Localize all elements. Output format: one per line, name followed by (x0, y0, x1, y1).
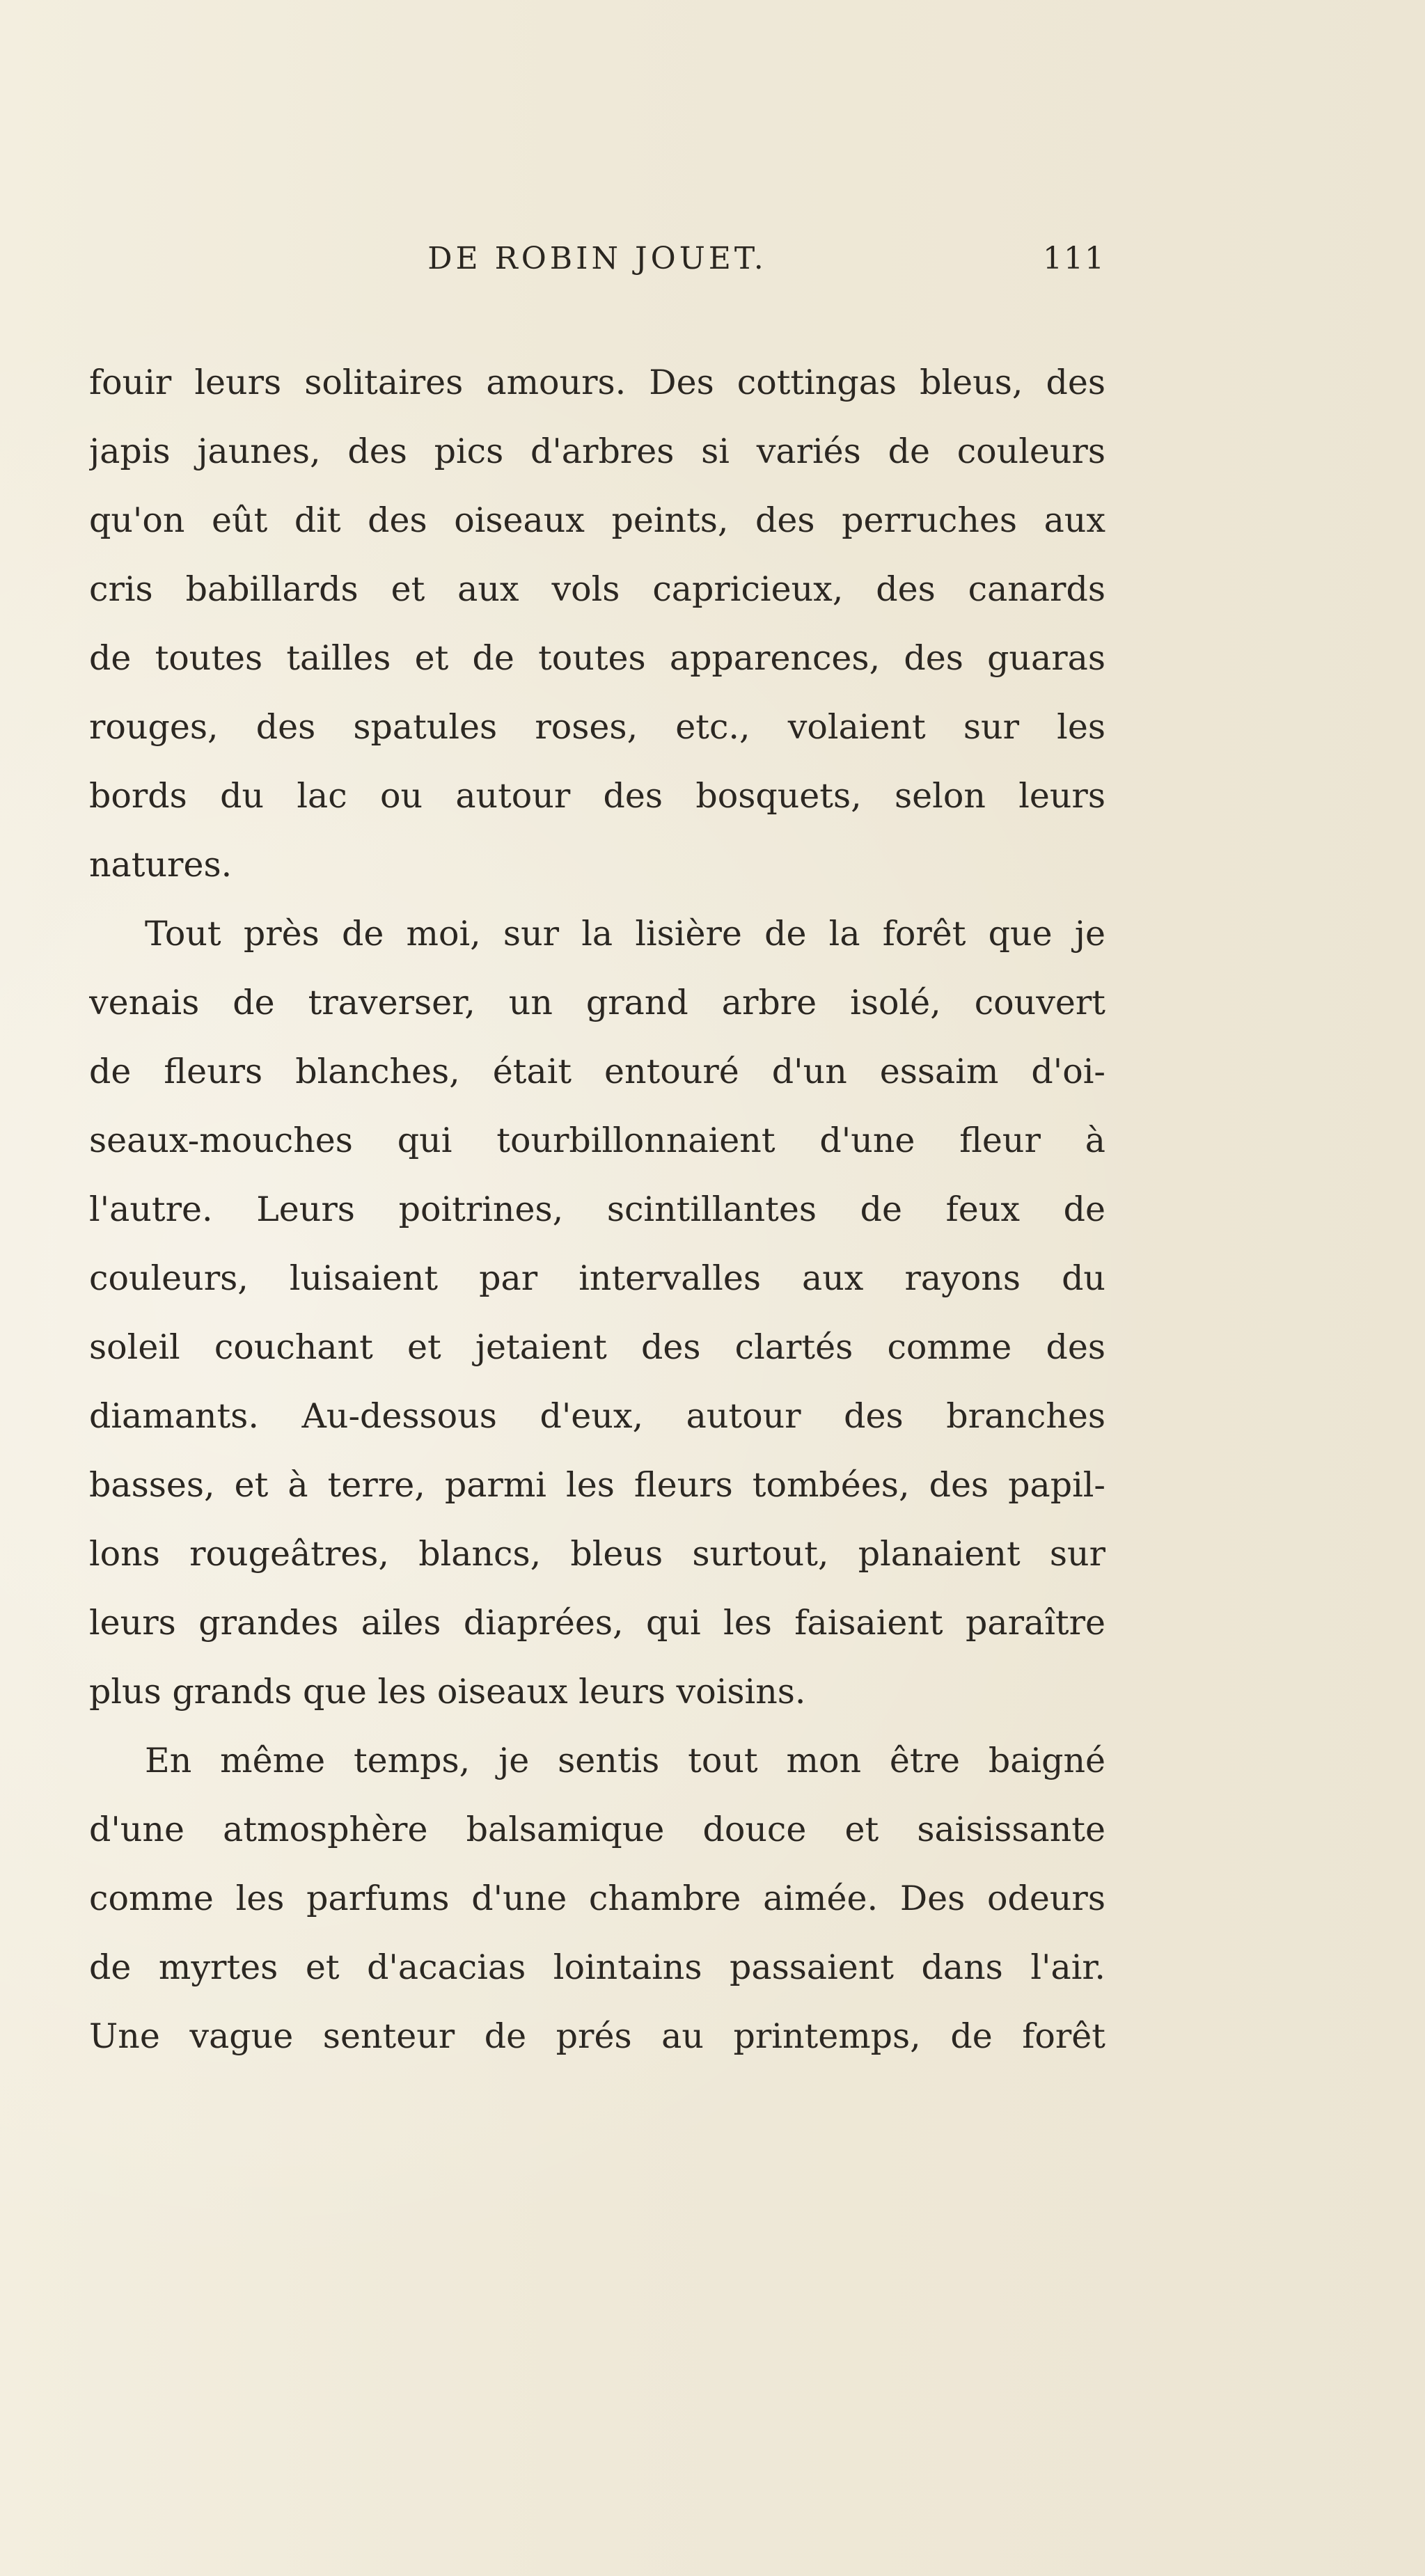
running-title: DE ROBIN JOUET. (427, 241, 767, 276)
text-line: qu'on eût dit des oiseaux peints, des perruches aux (89, 500, 1105, 540)
text-line: natures. (89, 845, 233, 885)
text-line: Une vague senteur de prés au printemps, de forêt (89, 2016, 1105, 2056)
text-line: couleurs, luisaient par intervalles aux rayons du (89, 1258, 1105, 1298)
text-line: leurs grandes ailes diaprées, qui les faisaient paraître (89, 1603, 1105, 1643)
text-line: venais de traverser, un grand arbre isolé, couvert (89, 983, 1105, 1022)
text-line: Tout près de moi, sur la lisière de la forêt que je (145, 914, 1105, 954)
text-line: cris babillards et aux vols capricieux, des canards (89, 569, 1105, 609)
page-number: 111 (1043, 241, 1105, 276)
text-line: lons rougeâtres, blancs, bleus surtout, planaient sur (89, 1534, 1105, 1574)
text-line: d'une atmosphère balsamique douce et saisissante (89, 1810, 1105, 1849)
text-line: de myrtes et d'acacias lointains passaient dans l'air. (89, 1947, 1105, 1987)
text-line: rouges, des spatules roses, etc., volaient sur les (89, 707, 1105, 747)
text-line: de fleurs blanches, était entouré d'un essaim d'oi- (89, 1052, 1105, 1091)
text-line: fouir leurs solitaires amours. Des cottingas bleus, des (89, 363, 1105, 402)
text-line: En même temps, je sentis tout mon être baigné (145, 1741, 1105, 1780)
text-line: basses, et à terre, parmi les fleurs tombées, des papil- (89, 1465, 1105, 1505)
text-line: bords du lac ou autour des bosquets, selon leurs (89, 776, 1105, 816)
text-line: seaux-mouches qui tourbillonnaient d'une fleur à (89, 1121, 1105, 1160)
text-line: l'autre. Leurs poitrines, scintillantes de feux de (89, 1190, 1105, 1229)
text-line: soleil couchant et jetaient des clartés comme des (89, 1327, 1105, 1367)
body-text (89, 348, 1105, 2071)
text-line: comme les parfums d'une chambre aimée. Des odeurs (89, 1879, 1105, 1918)
text-line: japis jaunes, des pics d'arbres si variés de couleurs (89, 432, 1105, 471)
text-line: plus grands que les oiseaux leurs voisins. (89, 1672, 806, 1712)
text-line: de toutes tailles et de toutes apparences, des guaras (89, 638, 1105, 678)
text-line: diamants. Au-dessous d'eux, autour des branches (89, 1396, 1105, 1436)
running-head (89, 238, 1105, 280)
